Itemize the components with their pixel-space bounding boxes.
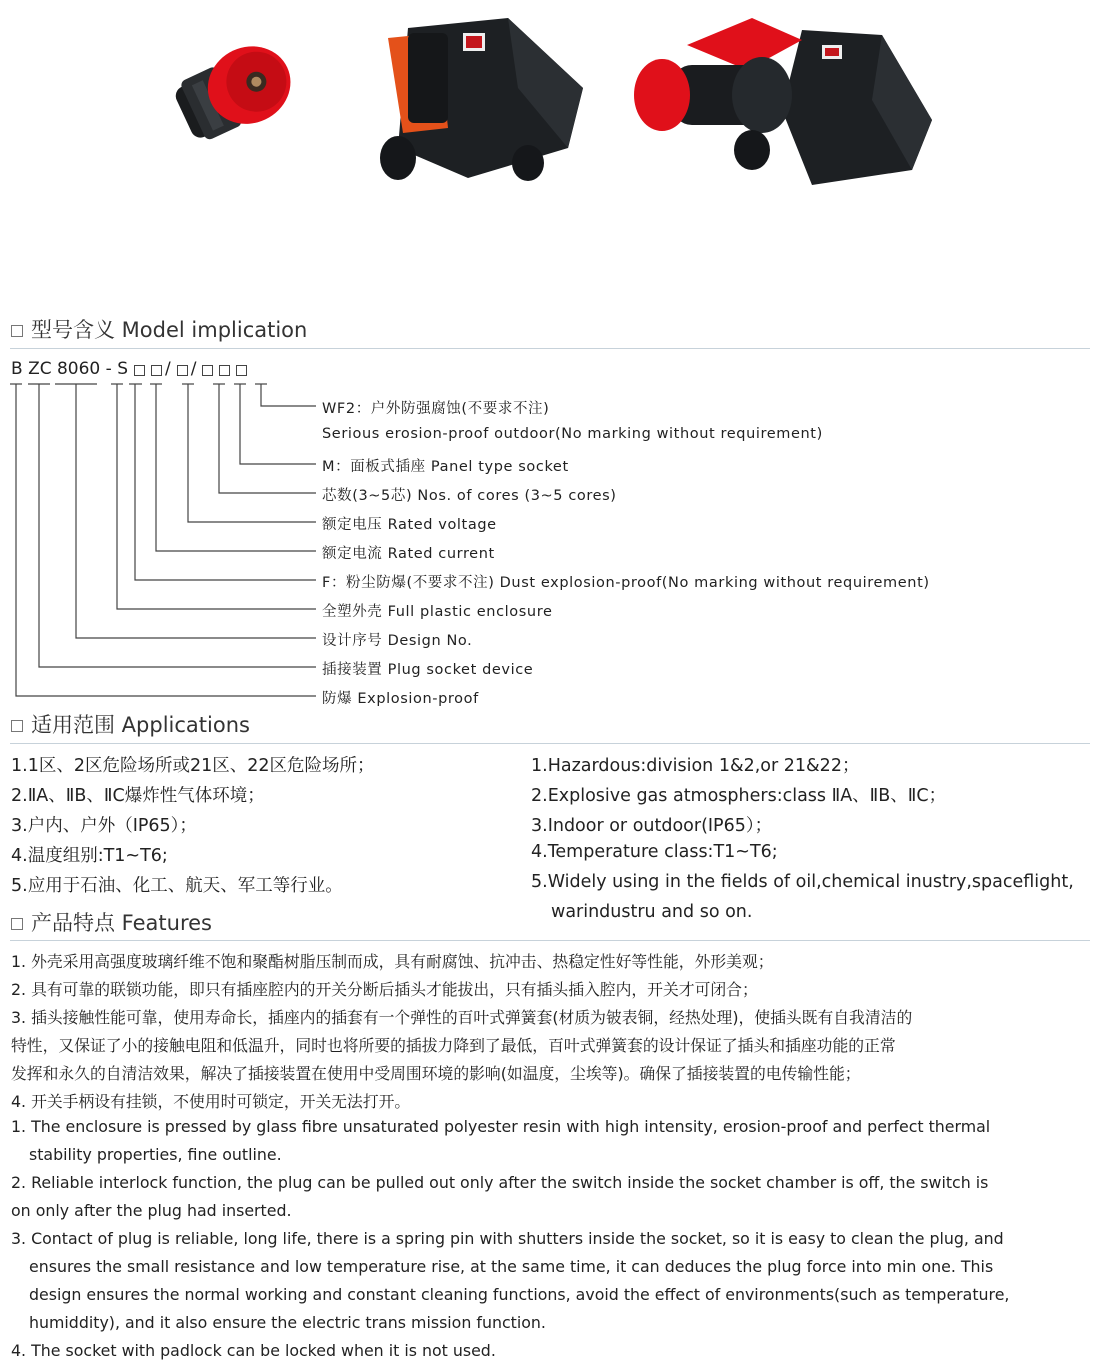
divider [10, 743, 1090, 744]
application-en-line: 5.Widely using in the fields of oil,chemical inustry,spaceflight, [531, 872, 1074, 892]
application-en-line: 2.Explosive gas atmosphers:class ⅡA、ⅡB、ⅡC； [531, 786, 947, 806]
model-code-separator: / [164, 359, 171, 379]
divider [10, 940, 1090, 941]
section-title-features: 产品特点 Features [31, 911, 212, 935]
feature-line: stability properties, fine outline. [29, 1145, 282, 1164]
meaning-line: 芯数(3~5芯) Nos. of cores (3~5 cores) [322, 488, 617, 504]
meaning-line: 额定电流 Rated current [322, 546, 495, 562]
feature-line: 1. 外壳采用高强度玻璃纤维不饱和聚酯树脂压制而成，具有耐腐蚀、抗冲击、热稳定性好等性能，外形美观； [11, 952, 774, 971]
feature-line: 发挥和永久的自清洁效果，解决了插接装置在使用中受周围环境的影响(如温度，尘埃等)。确保了插接装置的电传输性能； [11, 1064, 861, 1083]
feature-line: 2. Reliable interlock function, the plug can be pulled out only after the switch inside the socket chamber is off, the switch is [11, 1173, 989, 1192]
bullet-square-icon [11, 720, 23, 732]
feature-line: 1. The enclosure is pressed by glass fibre unsaturated polyester resin with high intensity, erosion-proof and perfect thermal [11, 1117, 991, 1136]
meaning-line: 设计序号 Design No. [322, 633, 473, 649]
application-cn-line: 3.户内、户外（IP65）； [11, 816, 197, 836]
feature-line: 2. 具有可靠的联锁功能，即只有插座腔内的开关分断后插头才能拔出，只有插头插入腔内，开关才可闭合； [11, 980, 758, 999]
model-code-separator: / [190, 359, 197, 379]
application-cn-line: 2.ⅡA、ⅡB、ⅡC爆炸性气体环境； [11, 786, 265, 806]
application-cn-line: 1.1区、2区危险场所或21区、22区危险场所； [11, 756, 375, 776]
section-header-features [11, 907, 212, 937]
meaning-line: 插接装置 Plug socket device [322, 662, 534, 678]
meaning-line: 防爆 Explosion-proof [322, 691, 479, 707]
feature-line: 3. 插头接触性能可靠，使用寿命长，插座内的插套有一个弹性的百叶式弹簧套(材质为铍表铜，经热处理)，使插头既有自我清洁的 [11, 1008, 913, 1027]
bullet-square-icon [11, 918, 23, 930]
feature-line: 特性，又保证了小的接触电阻和低温升，同时也将所要的插拔力降到了最低，百叶式弹簧套的设计保证了插头和插座功能的正常 [11, 1036, 896, 1055]
meaning-line: WF2：户外防强腐蚀(不要求不注) [322, 401, 550, 417]
application-en-line: 3.Indoor or outdoor(IP65）； [531, 816, 773, 836]
model-code-prefix: B ZC 8060 - S [11, 359, 128, 379]
feature-line: 3. Contact of plug is reliable, long life, there is a spring pin with shutters inside the socket, so it is easy to clean the plug, and [11, 1229, 1004, 1248]
feature-line: 4. The socket with padlock can be locked when it is not used. [11, 1341, 496, 1360]
section-title-model: 型号含义 Model implication [31, 318, 308, 342]
meaning-line: 额定电压 Rated voltage [322, 517, 497, 533]
feature-line: design ensures the normal working and constant cleaning functions, avoid the effect of environments(such as temperature, [29, 1285, 1010, 1304]
meaning-line: M：面板式插座 Panel type socket [322, 459, 569, 475]
feature-line: 4. 开关手柄设有挂锁，不使用时可锁定，开关无法打开。 [11, 1092, 411, 1111]
application-en-line: warindustru and so on. [551, 902, 753, 922]
meaning-line: 全塑外壳 Full plastic enclosure [322, 604, 553, 620]
application-en-line: 1.Hazardous:division 1&2,or 21&22； [531, 756, 860, 776]
feature-line: humiddity), and it also ensure the electric trans mission function. [29, 1313, 546, 1332]
application-cn-line: 5.应用于石油、化工、航天、军工等行业。 [11, 876, 343, 896]
feature-line: ensures the small resistance and low temperature rise, at the same time, it can deduces the plug force into min one. This [29, 1257, 994, 1276]
meaning-line: Serious erosion-proof outdoor(No marking without requirement) [322, 426, 823, 442]
section-header-applications [11, 709, 250, 739]
application-en-line: 4.Temperature class:T1~T6; [531, 842, 778, 862]
feature-line: on only after the plug had inserted. [11, 1201, 292, 1220]
meaning-line: F：粉尘防爆(不要求不注) Dust explosion-proof(No marking without requirement) [322, 575, 930, 591]
application-cn-line: 4.温度组别:T1~T6; [11, 846, 168, 866]
section-title-applications: 适用范围 Applications [31, 713, 250, 737]
